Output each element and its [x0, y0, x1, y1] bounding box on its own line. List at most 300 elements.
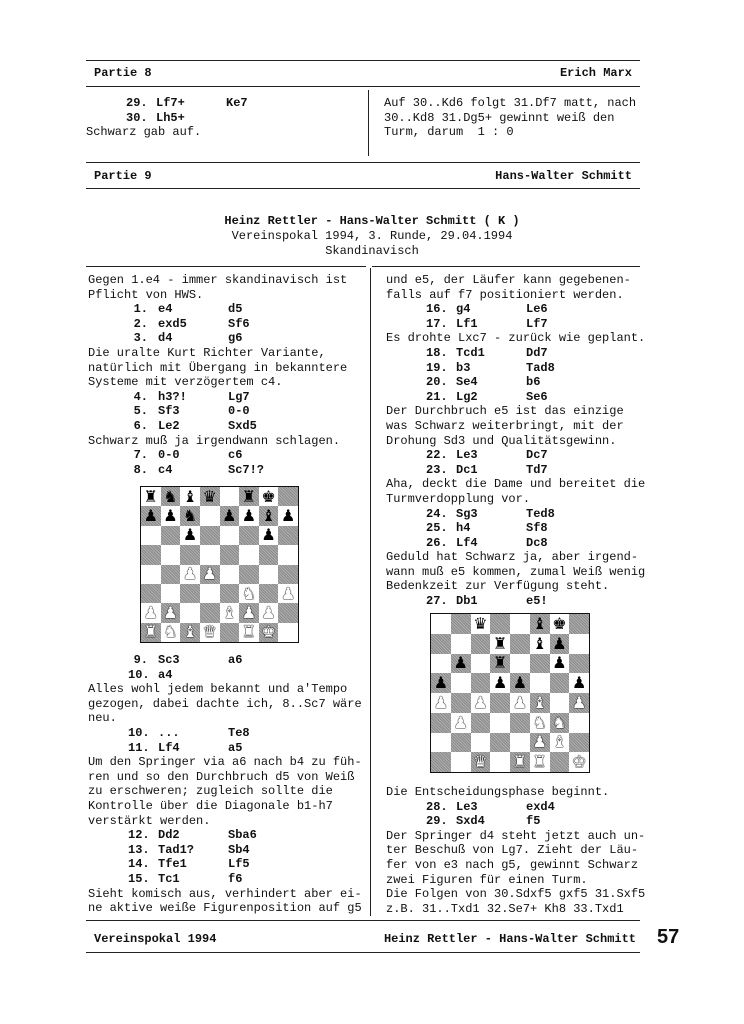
white-queen-icon: ♛ — [202, 622, 217, 642]
board-square — [471, 634, 491, 654]
black-pawn-icon: ♟ — [241, 506, 257, 526]
move-line — [88, 726, 368, 741]
board-square — [259, 526, 279, 545]
black-move: Dd7 — [526, 345, 548, 360]
white-move: Db1 — [456, 594, 478, 609]
rule — [86, 162, 640, 163]
text-line: Systeme mit verzögertem c4. — [88, 375, 283, 390]
black-bishop-icon: ♝ — [532, 633, 547, 653]
move-number: 26. — [426, 535, 448, 550]
board-square — [510, 634, 530, 654]
text-line: ne aktive weiße Figurenposition auf g5 — [88, 901, 362, 916]
column-right-top — [386, 273, 646, 609]
move-line — [88, 463, 368, 478]
white-bishop-icon: ♝ — [552, 732, 567, 752]
board-square — [530, 733, 550, 753]
white-pawn-icon: ♟ — [261, 602, 276, 622]
board-square — [220, 526, 240, 545]
game-opening: Skandinavisch — [325, 244, 419, 258]
text-line: Es drohte Lxc7 - zurück wie geplant. — [386, 331, 646, 346]
section-player: Hans-Walter Schmitt — [495, 169, 632, 183]
move-line — [386, 814, 646, 829]
white-rook-icon: ♜ — [532, 752, 547, 772]
board-square — [451, 693, 471, 713]
text-line: Alles wohl jedem bekannt und a'Tempo — [88, 682, 348, 697]
black-bishop-icon: ♝ — [532, 613, 547, 633]
black-move: Sba6 — [228, 828, 257, 843]
text-line: zu erschweren; zugleich sollte die — [88, 784, 333, 799]
text-line: 30..Kd8 31.Dg5+ gewinnt weiß den — [384, 110, 615, 125]
white-knight-icon: ♞ — [552, 712, 567, 732]
board-square — [431, 733, 451, 753]
board-square — [200, 526, 220, 545]
black-pawn-icon: ♟ — [163, 506, 178, 526]
white-pawn-icon: ♟ — [163, 602, 178, 622]
board-square — [530, 693, 550, 713]
move-line — [88, 668, 368, 683]
white-knight-icon: ♞ — [532, 712, 547, 732]
text-line: Schwarz muß ja irgendwann schlagen. — [88, 433, 341, 448]
move-number: 20. — [426, 375, 448, 390]
white-move: Se4 — [456, 375, 478, 390]
move-line — [88, 872, 368, 887]
white-move: c4 — [158, 462, 173, 477]
board-square — [180, 545, 200, 564]
board-square — [278, 506, 298, 525]
black-move: a6 — [228, 653, 243, 667]
black-pawn-icon: ♟ — [143, 506, 158, 526]
move-line — [386, 521, 646, 536]
white-move: Sc3 — [158, 653, 180, 667]
move-line — [88, 741, 368, 756]
move-number: 16. — [426, 302, 448, 317]
board-square — [200, 506, 220, 525]
move-line — [88, 302, 368, 317]
board-square — [141, 526, 161, 545]
footer-event: Vereinspokal 1994 — [94, 932, 217, 946]
text-line: ren und so den Durchbruch d5 von Weiß — [88, 769, 355, 784]
board-square — [451, 654, 471, 674]
board-square — [141, 623, 161, 642]
board-square — [569, 614, 589, 634]
move-line — [386, 302, 646, 317]
board-square — [510, 733, 530, 753]
move-number: 25. — [426, 521, 448, 536]
board-square — [141, 584, 161, 603]
board-square — [471, 713, 491, 733]
board-square — [510, 614, 530, 634]
black-pawn-icon: ♟ — [261, 525, 276, 545]
board-square — [569, 634, 589, 654]
black-rook-icon: ♜ — [143, 486, 158, 506]
black-pawn-icon: ♟ — [492, 673, 508, 693]
move-line — [386, 507, 646, 522]
white-move: ... — [158, 725, 180, 740]
board-square — [239, 526, 259, 545]
board-square — [431, 614, 451, 634]
move-number: 22. — [426, 448, 448, 463]
move-line — [88, 448, 368, 463]
white-bishop-icon: ♝ — [532, 692, 547, 712]
black-queen-icon: ♛ — [473, 613, 488, 633]
board-square — [471, 733, 491, 753]
black-move: Sb4 — [228, 842, 250, 857]
black-move: a5 — [228, 740, 243, 755]
board-square — [180, 487, 200, 506]
board-square — [431, 713, 451, 733]
board-square — [141, 603, 161, 622]
black-move: Le6 — [526, 302, 548, 317]
board-square — [239, 487, 259, 506]
board-square — [161, 506, 181, 525]
column-right-bottom — [386, 785, 646, 916]
move-line — [88, 317, 368, 332]
white-move: Tad1? — [158, 842, 195, 857]
text-line: z.B. 31..Txd1 32.Se7+ Kh8 33.Txd1 — [386, 901, 624, 916]
black-bishop-icon: ♝ — [261, 506, 276, 526]
move-number: 10. — [128, 725, 150, 740]
move-line — [386, 390, 646, 405]
game-players: Heinz Rettler - Hans-Walter Schmitt ( K ) — [224, 214, 520, 228]
board-square — [259, 487, 279, 506]
white-move: Sxd4 — [456, 814, 485, 829]
black-pawn-icon: ♟ — [571, 673, 587, 693]
black-move: Se6 — [526, 389, 548, 404]
board-square — [471, 693, 491, 713]
move-number: 8. — [133, 462, 148, 477]
white-pawn-icon: ♟ — [571, 692, 587, 712]
black-pawn-icon: ♟ — [552, 633, 567, 653]
text-line: und e5, der Läufer kann gegebenen- — [386, 273, 631, 287]
board-square — [259, 506, 279, 525]
white-move: Lf7+ — [156, 96, 185, 110]
board-square — [259, 565, 279, 584]
board-square — [530, 654, 550, 674]
section-label: Partie 8 — [94, 66, 152, 80]
text-line: Aha, deckt die Dame und bereitet die — [386, 477, 646, 492]
white-move: Lh5+ — [156, 110, 185, 125]
move-number: 30. — [126, 110, 148, 125]
board-square — [431, 673, 451, 693]
chess-diagram-1 — [140, 486, 299, 643]
move-number: 18. — [426, 345, 448, 360]
black-rook-icon: ♜ — [492, 653, 508, 673]
move-number: 21. — [426, 389, 448, 404]
column-left-bottom — [88, 653, 368, 916]
white-rook-icon: ♜ — [512, 752, 528, 772]
white-queen-icon: ♛ — [473, 752, 488, 772]
black-move: Lg7 — [228, 389, 250, 404]
white-move: b3 — [456, 360, 471, 375]
black-move: Sf6 — [228, 316, 250, 331]
text-line: Auf 30..Kd6 folgt 31.Df7 matt, nach — [384, 96, 637, 110]
move-number: 2. — [133, 316, 148, 331]
board-square — [490, 614, 510, 634]
board-square — [180, 584, 200, 603]
board-square — [490, 713, 510, 733]
rule — [86, 952, 640, 953]
rule — [86, 920, 640, 921]
text-line: falls auf f7 positioniert werden. — [386, 287, 624, 302]
board-square — [569, 713, 589, 733]
rule — [86, 266, 366, 267]
white-move: Tcd1 — [456, 345, 485, 360]
board-square — [530, 614, 550, 634]
board-square — [220, 565, 240, 584]
board-square — [239, 565, 259, 584]
text-line: wann muß e5 kommen, zumal Weiß wenig — [386, 564, 646, 579]
white-king-icon: ♚ — [571, 752, 587, 772]
board-square — [180, 623, 200, 642]
black-move: Te8 — [228, 725, 250, 740]
board-square — [510, 752, 530, 772]
text-line: gezogen, dabei dachte ich, 8..Sc7 wäre — [88, 696, 362, 711]
column-left-top — [88, 273, 368, 477]
board-square — [220, 545, 240, 564]
text-line: Schwarz gab auf. — [86, 125, 202, 140]
white-move: g4 — [456, 302, 471, 317]
board-square — [141, 545, 161, 564]
board-square — [569, 693, 589, 713]
text-line: Die Folgen von 30.Sdxf5 gxf5 31.Sxf5 — [386, 887, 646, 902]
board-square — [239, 506, 259, 525]
board-square — [431, 654, 451, 674]
move-number: 27. — [426, 594, 448, 609]
white-move: e4 — [158, 302, 173, 317]
move-line — [88, 331, 368, 346]
move-line — [86, 96, 366, 111]
board-square — [550, 634, 570, 654]
black-move: Td7 — [526, 462, 548, 477]
text-line: Kontrolle über die Diagonale b1-h7 — [88, 798, 333, 813]
text-line: Turmverdopplung vor. — [386, 491, 531, 506]
move-line — [386, 463, 646, 478]
white-move: Le2 — [158, 418, 180, 433]
board-square — [141, 506, 161, 525]
move-line — [88, 857, 368, 872]
move-number: 15. — [128, 871, 150, 886]
board-square — [239, 603, 259, 622]
black-pawn-icon: ♟ — [453, 653, 468, 673]
white-pawn-icon: ♟ — [512, 692, 528, 712]
move-number: 4. — [133, 389, 148, 404]
board-square — [180, 565, 200, 584]
board-square — [490, 673, 510, 693]
white-move: Dc1 — [456, 462, 478, 477]
chess-diagram-2 — [430, 613, 590, 773]
black-move: Lf7 — [526, 316, 548, 331]
board-square — [530, 634, 550, 654]
board-square — [180, 526, 200, 545]
black-pawn-icon: ♟ — [281, 506, 296, 526]
text-line: neu. — [88, 711, 117, 726]
board-square — [510, 693, 530, 713]
move-line — [386, 346, 646, 361]
board-square — [569, 654, 589, 674]
board-square — [239, 623, 259, 642]
board-square — [451, 614, 471, 634]
board-square — [451, 733, 471, 753]
white-move: Tc1 — [158, 871, 180, 886]
board-square — [161, 603, 181, 622]
text-line: Um den Springer via a6 nach b4 zu füh- — [88, 755, 362, 770]
partie8-notes — [384, 96, 644, 140]
black-move: d5 — [228, 302, 243, 317]
board-square — [259, 545, 279, 564]
black-king-icon: ♚ — [261, 486, 276, 506]
board-square — [259, 603, 279, 622]
board-square — [200, 623, 220, 642]
board-square — [550, 654, 570, 674]
rule — [86, 188, 640, 189]
black-move: c6 — [228, 448, 243, 463]
board-square — [550, 673, 570, 693]
black-move: Sf8 — [526, 521, 548, 536]
footer-players: Heinz Rettler - Hans-Walter Schmitt — [383, 932, 636, 946]
white-move: Sf3 — [158, 404, 180, 419]
move-number: 23. — [426, 462, 448, 477]
black-bishop-icon: ♝ — [182, 486, 198, 506]
white-move: Lf1 — [456, 316, 478, 331]
board-square — [431, 693, 451, 713]
board-square — [550, 752, 570, 772]
move-number: 19. — [426, 360, 448, 375]
black-move: Sxd5 — [228, 418, 257, 433]
section-label: Partie 9 — [94, 169, 152, 183]
black-pawn-icon: ♟ — [433, 673, 449, 693]
board-square — [490, 634, 510, 654]
text-line: fer von e3 nach g5, gewinnt Schwarz — [386, 857, 639, 872]
board-square — [510, 713, 530, 733]
board-square — [569, 752, 589, 772]
board-square — [220, 506, 240, 525]
board-square — [220, 603, 240, 622]
move-number: 29. — [426, 814, 448, 829]
move-number: 14. — [128, 857, 150, 872]
board-square — [180, 603, 200, 622]
board-square — [550, 733, 570, 753]
move-line — [88, 404, 368, 419]
board-square — [550, 614, 570, 634]
move-number: 9. — [133, 653, 148, 667]
board-square — [471, 654, 491, 674]
white-bishop-icon: ♝ — [222, 602, 237, 622]
text-line: Der Durchbruch e5 ist das einzige — [386, 404, 624, 419]
text-line: Die Entscheidungsphase beginnt. — [386, 785, 610, 799]
text-line: Geduld hat Schwarz ja, aber irgend- — [386, 550, 639, 565]
black-move: Ke7 — [226, 96, 248, 110]
board-square — [278, 526, 298, 545]
black-pawn-icon: ♟ — [222, 506, 237, 526]
black-rook-icon: ♜ — [492, 633, 508, 653]
black-pawn-icon: ♟ — [552, 653, 567, 673]
move-line — [386, 317, 646, 332]
white-move: Dd2 — [158, 828, 180, 843]
board-square — [278, 545, 298, 564]
board-square — [161, 487, 181, 506]
move-line — [386, 361, 646, 376]
move-line — [386, 375, 646, 390]
black-move: Tad8 — [526, 360, 555, 375]
white-knight-icon: ♞ — [241, 583, 257, 603]
board-square — [510, 673, 530, 693]
board-square — [161, 565, 181, 584]
board-square — [569, 733, 589, 753]
black-move: Lf5 — [228, 857, 250, 872]
black-move: Dc8 — [526, 535, 548, 550]
board-square — [431, 634, 451, 654]
white-rook-icon: ♜ — [143, 622, 158, 642]
move-number: 5. — [133, 404, 148, 419]
move-number: 13. — [128, 842, 150, 857]
white-move: Le3 — [456, 799, 478, 814]
text-line: Gegen 1.e4 - immer skandinavisch ist — [88, 273, 348, 287]
text-line: Pflicht von HWS. — [88, 287, 204, 302]
page-number: 57 — [657, 926, 680, 948]
move-line — [386, 800, 646, 815]
board-square — [530, 713, 550, 733]
board-square — [278, 623, 298, 642]
board-square — [220, 487, 240, 506]
white-move: a4 — [158, 667, 173, 682]
move-line — [88, 419, 368, 434]
move-line — [88, 843, 368, 858]
board-square — [471, 673, 491, 693]
board-square — [278, 565, 298, 584]
white-move: Lg2 — [456, 389, 478, 404]
game-event: Vereinspokal 1994, 3. Runde, 29.04.1994 — [231, 229, 513, 243]
white-pawn-icon: ♟ — [241, 602, 257, 622]
board-square — [161, 545, 181, 564]
board-square — [239, 545, 259, 564]
black-pawn-icon: ♟ — [182, 525, 198, 545]
text-line: Sieht komisch aus, verhindert aber ei- — [88, 886, 362, 901]
text-line: Der Springer d4 steht jetzt auch un- — [386, 828, 646, 843]
white-move: h4 — [456, 521, 471, 536]
move-number: 11. — [128, 740, 150, 755]
move-line — [88, 390, 368, 405]
white-pawn-icon: ♟ — [182, 564, 198, 584]
board-square — [220, 623, 240, 642]
board-square — [220, 584, 240, 603]
move-line — [386, 536, 646, 551]
text-line: natürlich mit Übergang in bekanntere — [88, 360, 348, 375]
board-square — [451, 673, 471, 693]
board-square — [161, 584, 181, 603]
white-pawn-icon: ♟ — [433, 692, 449, 712]
move-line — [86, 111, 366, 126]
black-rook-icon: ♜ — [241, 486, 257, 506]
move-line — [88, 828, 368, 843]
white-move: Sg3 — [456, 506, 478, 521]
white-move: Lf4 — [456, 535, 478, 550]
black-move: Dc7 — [526, 448, 548, 463]
move-number: 10. — [128, 667, 150, 682]
rule — [86, 86, 640, 87]
board-square — [451, 713, 471, 733]
white-pawn-icon: ♟ — [143, 602, 158, 622]
white-pawn-icon: ♟ — [532, 732, 547, 752]
board-square — [200, 565, 220, 584]
board-square — [259, 584, 279, 603]
black-knight-icon: ♞ — [163, 486, 178, 506]
text-line: verstärkt werden. — [88, 813, 211, 828]
black-move: e5! — [526, 594, 548, 609]
text-line: zwei Figuren für einen Turm. — [386, 872, 588, 887]
board-square — [200, 584, 220, 603]
move-number: 6. — [133, 418, 148, 433]
move-number: 17. — [426, 316, 448, 331]
